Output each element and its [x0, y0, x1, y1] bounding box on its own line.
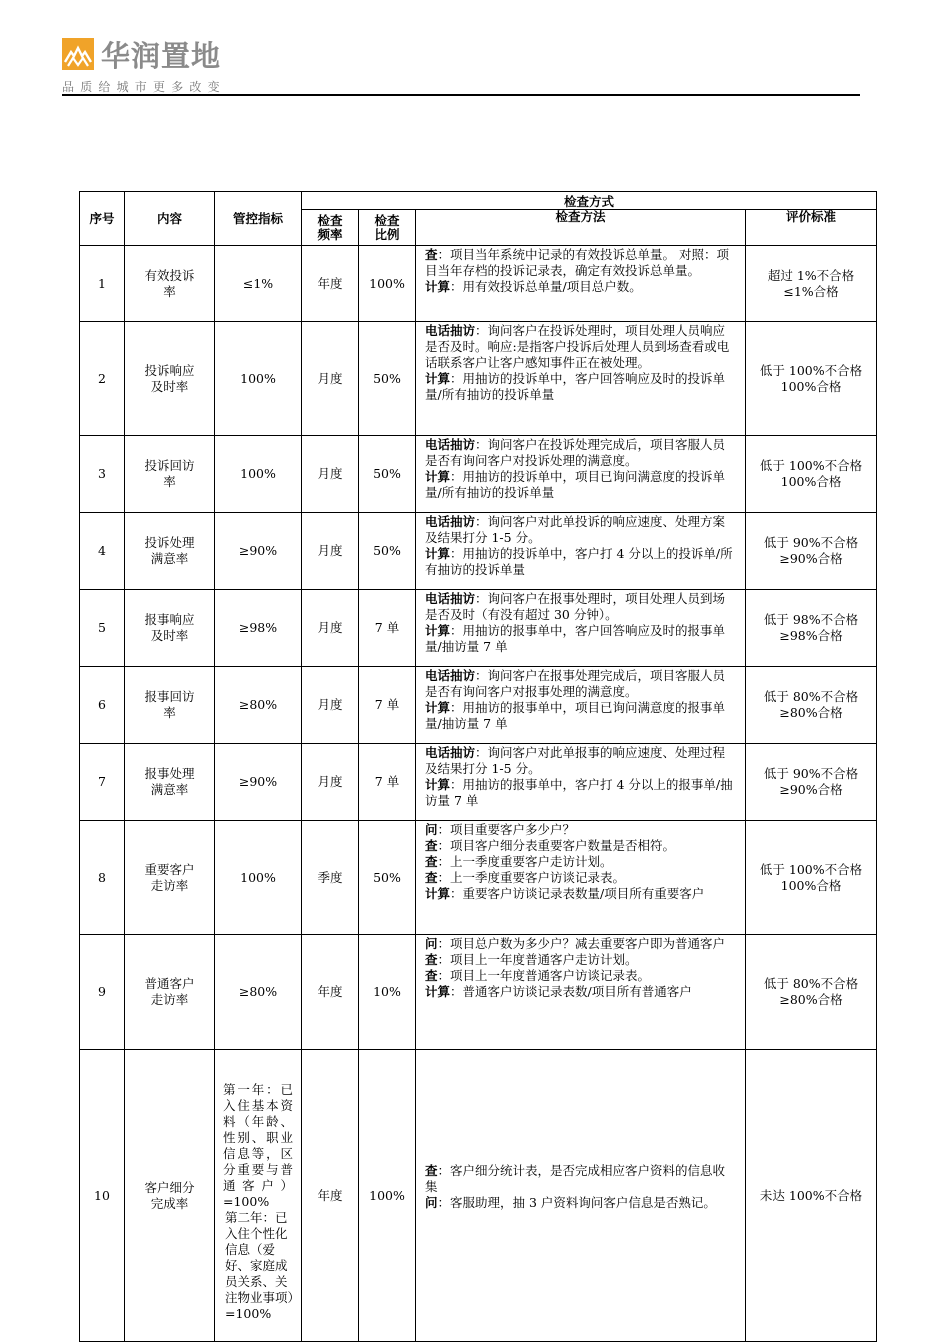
table-row: [80, 1050, 877, 1342]
row-frequency: 月度: [302, 590, 359, 667]
row-method: [416, 513, 746, 590]
criteria-line: ≥80%合格: [779, 705, 843, 720]
method-keyword: 电话抽访: [425, 591, 476, 606]
row-method: [416, 246, 746, 322]
method-text: ：上一季度重要客户访谈记录表。: [437, 870, 626, 885]
method-line: [425, 514, 735, 546]
header-control: 管控指标: [215, 192, 302, 246]
criteria-line: 低于 80%不合格: [763, 689, 859, 704]
method-text: ：项目总户数为多少户？减去重要客户即为普通客户: [437, 936, 726, 951]
row-control: [215, 1050, 302, 1342]
method-keyword: 查: [425, 952, 438, 967]
method-keyword: 电话抽访: [425, 745, 476, 760]
row-frequency: 月度: [302, 744, 359, 821]
criteria-line: ≥90%合格: [779, 551, 843, 566]
row-frequency: 年度: [302, 935, 359, 1050]
criteria-line: 低于 98%不合格: [763, 612, 859, 627]
method-text: ：询问客户在报事处理完成后，项目客服人员是否有询问客户对报事处理的满意度。: [425, 668, 726, 699]
method-keyword: 查: [425, 968, 438, 983]
criteria-line: 超过 1%不合格: [767, 267, 855, 283]
method-text: ：项目上一年度普通客户访谈记录表。: [437, 968, 651, 983]
method-keyword: 问: [425, 822, 438, 837]
row-control: 100%: [215, 322, 302, 436]
method-text: ：用抽访的报事单中，客户回答响应及时的报事单量/抽访量 7 单: [425, 623, 726, 654]
table-row: [80, 246, 877, 322]
method-line: [425, 700, 735, 732]
table-row: [80, 322, 877, 436]
method-text: ：用抽访的报事单中，客户打 4 分以上的报事单/抽访量 7 单: [425, 777, 733, 808]
row-method: [416, 322, 746, 436]
criteria-line: 100%合格: [780, 877, 842, 893]
method-line: [425, 591, 735, 623]
criteria-line: ≥80%合格: [779, 992, 843, 1007]
row-criteria: [746, 322, 877, 436]
method-keyword: 计算: [425, 469, 451, 484]
row-method: [416, 667, 746, 744]
row-control: ≥90%: [215, 513, 302, 590]
row-criteria: [746, 821, 877, 935]
brand-slogan: 品质给城市更多改变: [62, 80, 226, 94]
criteria-line: 低于 100%不合格: [759, 362, 863, 378]
row-frequency: 月度: [302, 513, 359, 590]
method-keyword: 问: [425, 936, 438, 951]
method-line: [425, 777, 735, 809]
table-row: [80, 436, 877, 513]
row-seq: 6: [80, 667, 125, 744]
method-line: [425, 854, 735, 870]
method-keyword: 电话抽访: [425, 323, 476, 338]
criteria-line: 100%合格: [780, 474, 842, 489]
method-keyword: 查: [425, 870, 438, 885]
row-criteria: [746, 935, 877, 1050]
method-keyword: 计算: [425, 984, 451, 999]
row-ratio: 7 单: [359, 744, 416, 821]
method-text: ：重要客户访谈记录表数量/项目所有重要客户: [450, 886, 705, 901]
criteria-line: ≤1%合格: [783, 283, 839, 299]
row-content: 投诉回访率: [125, 436, 215, 513]
header-method: 检查方法: [416, 210, 746, 246]
method-keyword: 查: [425, 854, 438, 869]
method-keyword: 计算: [425, 886, 451, 901]
row-criteria: [746, 246, 877, 322]
row-ratio: 7 单: [359, 667, 416, 744]
criteria-line: 100%合格: [780, 378, 842, 394]
row-ratio: 50%: [359, 513, 416, 590]
row-content: 报事处理满意率: [125, 744, 215, 821]
method-text: ：询问客户对此单报事的响应速度、处理过程及结果打分 1-5 分。: [425, 745, 726, 776]
method-text: ：客服助理，抽 3 户资料询问客户信息是否熟记。: [437, 1195, 716, 1210]
method-text: ：项目重要客户多少户？: [437, 822, 576, 837]
row-frequency: 月度: [302, 322, 359, 436]
header-seq: 序号: [80, 192, 125, 246]
method-line: [425, 1163, 735, 1195]
row-control: ≥90%: [215, 744, 302, 821]
row-control: ≥98%: [215, 590, 302, 667]
method-keyword: 计算: [425, 279, 451, 294]
method-line: [425, 822, 735, 838]
method-text: ：项目当年系统中记录的有效投诉总单量。 对照：项目当年存档的投诉记录表，确定有效投诉总单量。: [425, 247, 729, 278]
method-line: [425, 886, 735, 902]
row-seq: 4: [80, 513, 125, 590]
method-text: ：上一季度重要客户走访计划。: [437, 854, 613, 869]
row-method: [416, 744, 746, 821]
row-frequency: 季度: [302, 821, 359, 935]
criteria-line: 未达 100%不合格: [759, 1187, 863, 1203]
method-keyword: 电话抽访: [425, 514, 476, 529]
control-year-one: 第一年：已入住基本资料（年龄、性别、职业信息等，区分重要与普通客户）=100%: [223, 1082, 293, 1209]
row-content: 重要客户走访率: [125, 821, 215, 935]
row-control: 100%: [215, 436, 302, 513]
inspection-table: [79, 191, 877, 1342]
method-keyword: 查: [425, 838, 438, 853]
method-line: [425, 936, 735, 952]
row-seq: 7: [80, 744, 125, 821]
criteria-line: 低于 100%不合格: [759, 861, 863, 877]
row-content: 普通客户走访率: [125, 935, 215, 1050]
method-line: [425, 323, 735, 371]
method-text: ：询问客户对此单投诉的响应速度、处理方案及结果打分 1-5 分。: [425, 514, 726, 545]
row-ratio: 7 单: [359, 590, 416, 667]
method-line: [425, 668, 735, 700]
row-control: ≥80%: [215, 935, 302, 1050]
header-frequency: 检查频率: [302, 210, 359, 246]
row-seq: 5: [80, 590, 125, 667]
method-line: [425, 623, 735, 655]
row-frequency: 月度: [302, 667, 359, 744]
method-line: [425, 952, 735, 968]
row-content: 报事响应及时率: [125, 590, 215, 667]
row-frequency: 年度: [302, 246, 359, 322]
row-method: [416, 436, 746, 513]
header-divider: [62, 94, 860, 96]
row-ratio: 50%: [359, 821, 416, 935]
method-line: [425, 371, 735, 403]
row-ratio: 100%: [359, 1050, 416, 1342]
criteria-line: 低于 100%不合格: [759, 458, 863, 473]
method-keyword: 查: [425, 1163, 438, 1178]
row-content: 投诉处理满意率: [125, 513, 215, 590]
row-ratio: 50%: [359, 436, 416, 513]
method-keyword: 计算: [425, 777, 451, 792]
criteria-line: ≥98%合格: [779, 628, 843, 643]
table-row: [80, 744, 877, 821]
row-criteria: [746, 590, 877, 667]
row-frequency: 月度: [302, 436, 359, 513]
method-line: [425, 870, 735, 886]
row-control: ≥80%: [215, 667, 302, 744]
method-text: ：用抽访的投诉单中，项目已询问满意度的投诉单量/所有抽访的投诉单量: [425, 469, 726, 500]
table-row: [80, 821, 877, 935]
row-seq: 2: [80, 322, 125, 436]
method-keyword: 计算: [425, 371, 451, 386]
row-seq: 8: [80, 821, 125, 935]
row-content: 有效投诉率: [125, 246, 215, 322]
method-keyword: 查: [425, 247, 438, 262]
criteria-line: 低于 90%不合格: [763, 535, 859, 550]
mountain-logo-icon: [62, 38, 94, 70]
row-content: 投诉响应及时率: [125, 322, 215, 436]
row-seq: 9: [80, 935, 125, 1050]
method-text: ：用有效投诉总单量/项目总户数。: [450, 279, 642, 294]
method-line: [425, 984, 735, 1000]
method-text: ：询问客户在投诉处理完成后，项目客服人员是否有询问客户对投诉处理的满意度。: [425, 437, 726, 468]
method-text: ：用抽访的投诉单中，客户打 4 分以上的投诉单/所有抽访的投诉单量: [425, 546, 733, 577]
row-criteria: [746, 436, 877, 513]
row-criteria: [746, 667, 877, 744]
table-row: [80, 667, 877, 744]
row-method: [416, 1050, 746, 1342]
brand-name: 华润置地: [101, 39, 222, 73]
row-content: 报事回访率: [125, 667, 215, 744]
row-frequency: 年度: [302, 1050, 359, 1342]
method-line: [425, 745, 735, 777]
method-keyword: 计算: [425, 623, 451, 638]
method-text: ：项目客户细分表重要客户数量是否相符。: [437, 838, 676, 853]
criteria-line: 低于 80%不合格: [763, 976, 859, 991]
row-method: [416, 935, 746, 1050]
table-body: [80, 246, 877, 1342]
method-line: [425, 437, 735, 469]
method-keyword: 问: [425, 1195, 438, 1210]
method-text: ：项目上一年度普通客户走访计划。: [437, 952, 638, 967]
method-keyword: 电话抽访: [425, 668, 476, 683]
table-row: [80, 935, 877, 1050]
row-control: ≤1%: [215, 246, 302, 322]
row-ratio: 10%: [359, 935, 416, 1050]
method-line: [425, 1195, 735, 1211]
method-line: [425, 247, 735, 279]
row-seq: 3: [80, 436, 125, 513]
method-text: ：询问客户在报事处理时，项目处理人员到场是否及时（有没有超过 30 分钟）。: [425, 591, 726, 622]
row-method: [416, 590, 746, 667]
header-ratio: 检查比例: [359, 210, 416, 246]
criteria-line: 低于 90%不合格: [763, 766, 859, 781]
row-seq: 1: [80, 246, 125, 322]
method-keyword: 计算: [425, 546, 451, 561]
control-year-two: 第二年：已入住个性化信息（爱好、家庭成员关系、关注物业事项）=100%: [225, 1210, 294, 1321]
header-content: 内容: [125, 192, 215, 246]
row-criteria: [746, 744, 877, 821]
row-ratio: 50%: [359, 322, 416, 436]
row-criteria: [746, 1050, 877, 1342]
row-criteria: [746, 513, 877, 590]
table-row: [80, 513, 877, 590]
criteria-line: ≥90%合格: [779, 782, 843, 797]
header-inspection-group: 检查方式: [302, 192, 877, 210]
method-line: [425, 838, 735, 854]
method-text: ：用抽访的投诉单中，客户回答响应及时的投诉单量/所有抽访的投诉单量: [425, 371, 726, 402]
method-text: ：客户细分统计表，是否完成相应客户资料的信息收集: [425, 1163, 726, 1194]
method-line: [425, 469, 735, 501]
header-criteria: 评价标准: [746, 210, 877, 246]
method-line: [425, 968, 735, 984]
method-text: ：询问客户在投诉处理时，项目处理人员响应是否及时。响应:是指客户投诉后处理人员到场查看或电话联系客户让客户感知事件正在被处理。: [425, 323, 730, 370]
row-content: 客户细分完成率: [125, 1050, 215, 1342]
table-row: [80, 590, 877, 667]
method-line: [425, 279, 735, 295]
row-ratio: 100%: [359, 246, 416, 322]
row-control: 100%: [215, 821, 302, 935]
row-seq: 10: [80, 1050, 125, 1342]
method-line: [425, 546, 735, 578]
method-keyword: 电话抽访: [425, 437, 476, 452]
method-keyword: 计算: [425, 700, 451, 715]
method-text: ：用抽访的报事单中，项目已询问满意度的报事单量/抽访量 7 单: [425, 700, 726, 731]
row-method: [416, 821, 746, 935]
method-text: ：普通客户访谈记录表数/项目所有普通客户: [450, 984, 692, 999]
